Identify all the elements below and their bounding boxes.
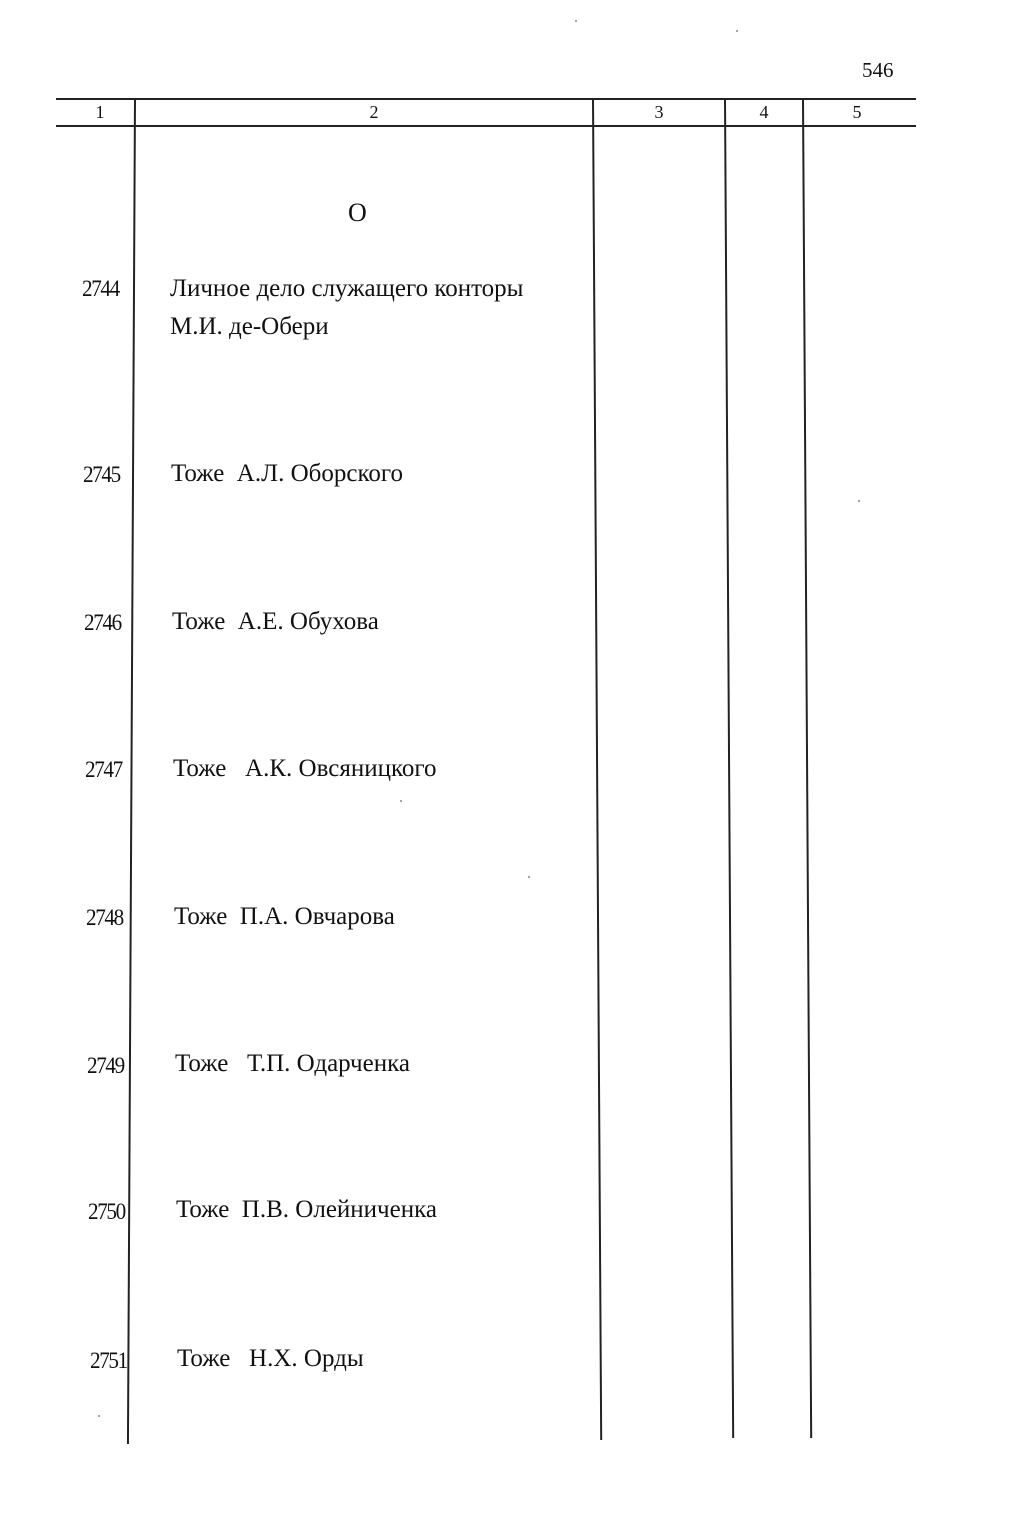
column-divider-3 (724, 98, 734, 1438)
column-divider-4 (802, 98, 812, 1438)
entry-description: Тоже Т.П. Одарченка (175, 1050, 410, 1077)
entry-description: Тоже А.Е. Обухова (172, 608, 379, 635)
header-bottom-rule (56, 125, 916, 127)
entry-description: Тоже П.В. Олейниченка (176, 1196, 437, 1223)
entry-description: Тоже П.А. Овчарова (174, 903, 395, 930)
column-header-3: 3 (654, 102, 664, 122)
entry-description-line: Личное дело служащего конторы (170, 275, 524, 302)
entry-number: 2749 (87, 1053, 124, 1078)
entry-number: 2748 (86, 905, 123, 930)
entry-number: 2745 (83, 462, 120, 487)
entry-description (170, 270, 523, 346)
scan-speck (575, 20, 577, 22)
entry-number: 2750 (88, 1199, 125, 1224)
entry-number: 2751 (90, 1348, 127, 1373)
entry-description: Тоже А.Л. Оборского (171, 460, 403, 487)
scan-speck (98, 1415, 100, 1417)
entry-description-line: М.И. де-Обери (170, 313, 329, 340)
column-header-5: 5 (852, 102, 862, 122)
entry-description: Тоже А.К. Овсяницкого (173, 755, 437, 782)
scan-speck (736, 30, 738, 32)
scan-speck (400, 800, 402, 802)
column-header-1: 1 (95, 102, 105, 122)
entry-number: 2744 (82, 276, 119, 301)
column-header-4: 4 (759, 102, 769, 122)
entry-description: Тоже Н.Х. Орды (177, 1345, 364, 1372)
column-header-2: 2 (369, 102, 379, 122)
page-number: 546 (862, 58, 894, 82)
header-top-rule (56, 98, 916, 100)
entry-number: 2746 (84, 610, 121, 635)
scan-speck (528, 876, 530, 878)
column-divider-1 (127, 98, 136, 1444)
entry-number: 2747 (85, 757, 122, 782)
section-letter: О (348, 198, 367, 227)
column-divider-2 (592, 98, 602, 1440)
scan-speck (858, 500, 860, 502)
